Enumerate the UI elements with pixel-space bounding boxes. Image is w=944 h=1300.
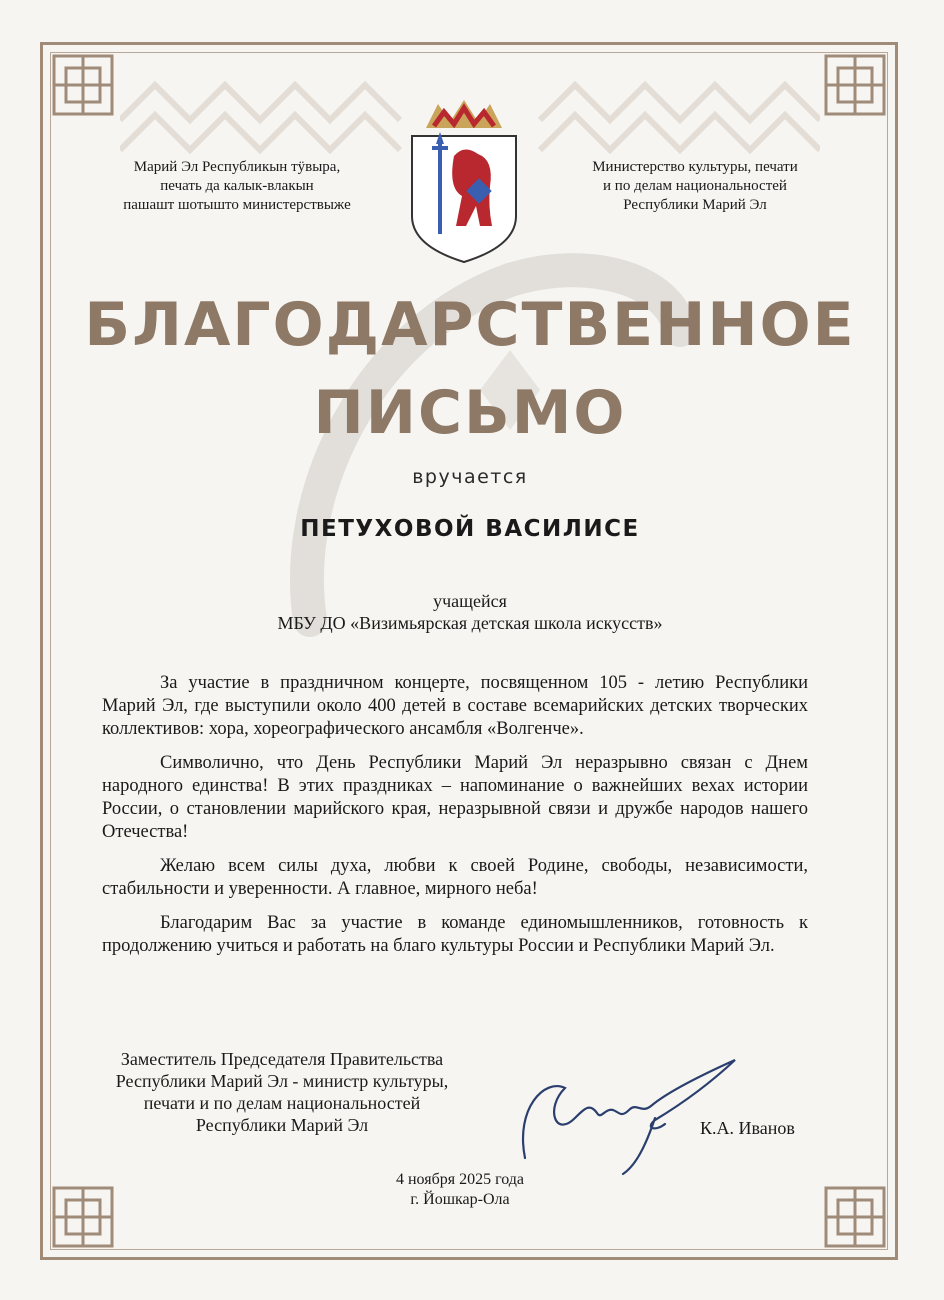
body-paragraph-2: Символично, что День Республики Марий Эл неразрывно связан с Днем народного единства! В этих праздниках – напоминание о важнейших вехах истории России, о становлении марийского края, неразрывной связи и дружбе народов нашего Отечества! [102, 753, 808, 842]
signatory-title-line-1: Заместитель Председателя Правительства [120, 1049, 444, 1069]
body-paragraph-4: Благодарим Вас за участие в команде единомышленников, готовность к продолжению учиться и работать на благо культуры России и Республики Марий Эл. [102, 913, 808, 956]
corner-ornament-bottom-right [816, 1178, 894, 1256]
date-place [300, 1170, 620, 1210]
document-title-line-1: БЛАГОДАРСТВЕННОЕ [84, 290, 856, 360]
signatory-title-line-3: печати и по делам национальностей [143, 1093, 421, 1113]
document-title-line-2: ПИСЬМО [313, 378, 627, 448]
issue-date: 4 ноября 2025 года [395, 1171, 525, 1188]
body-paragraph-1: За участие в праздничном концерте, посвященном 105 - летию Республики Марий Эл, где выступили около 400 детей в составе всемарийских детских творческих коллективов: хора, хореографического ансамбля «Волгенче». [102, 673, 808, 739]
ministry-mari-line-3: пашашт шотышто министерствыже [123, 197, 351, 213]
handwritten-signature [505, 1048, 745, 1178]
ministry-mari-line-1: Марий Эл Республикын тӱвыра, [133, 159, 341, 175]
ministry-mari-line-2: печать да калык-влакын [160, 178, 314, 194]
presented-label: вручается [412, 466, 528, 488]
signatory-title-line-4: Республики Марий Эл [195, 1115, 369, 1135]
corner-ornament-bottom-left [44, 1178, 122, 1256]
recipient-role: учащейся [433, 591, 507, 611]
ministry-name-mari [92, 158, 382, 215]
corner-ornament-top-left [44, 46, 122, 124]
ministry-ru-line-3: Республики Марий Эл [623, 197, 767, 213]
recipient-name: ПЕТУХОВОЙ ВАСИЛИСЕ [300, 516, 640, 542]
ministry-ru-line-2: и по делам национальностей [603, 178, 787, 194]
body-paragraph-3: Желаю всем силы духа, любви к своей Родине, свободы, независимости, стабильности и уверенности. А главное, мирного неба! [102, 856, 808, 899]
letter-body [102, 672, 808, 969]
ministry-ru-line-1: Министерство культуры, печати [592, 159, 798, 175]
signatory-title-line-2: Республики Марий Эл - министр культуры, [115, 1071, 449, 1091]
corner-ornament-top-right [816, 46, 894, 124]
school-name: МБУ ДО «Визимьярская детская школа искусств» [277, 613, 663, 633]
ministry-name-russian [540, 158, 850, 215]
signatory-name: К.А. Иванов [700, 1118, 795, 1138]
issue-city: г. Йошкар-Ола [410, 1191, 510, 1208]
coat-of-arms-emblem [404, 96, 524, 266]
signatory-title [92, 1048, 472, 1136]
